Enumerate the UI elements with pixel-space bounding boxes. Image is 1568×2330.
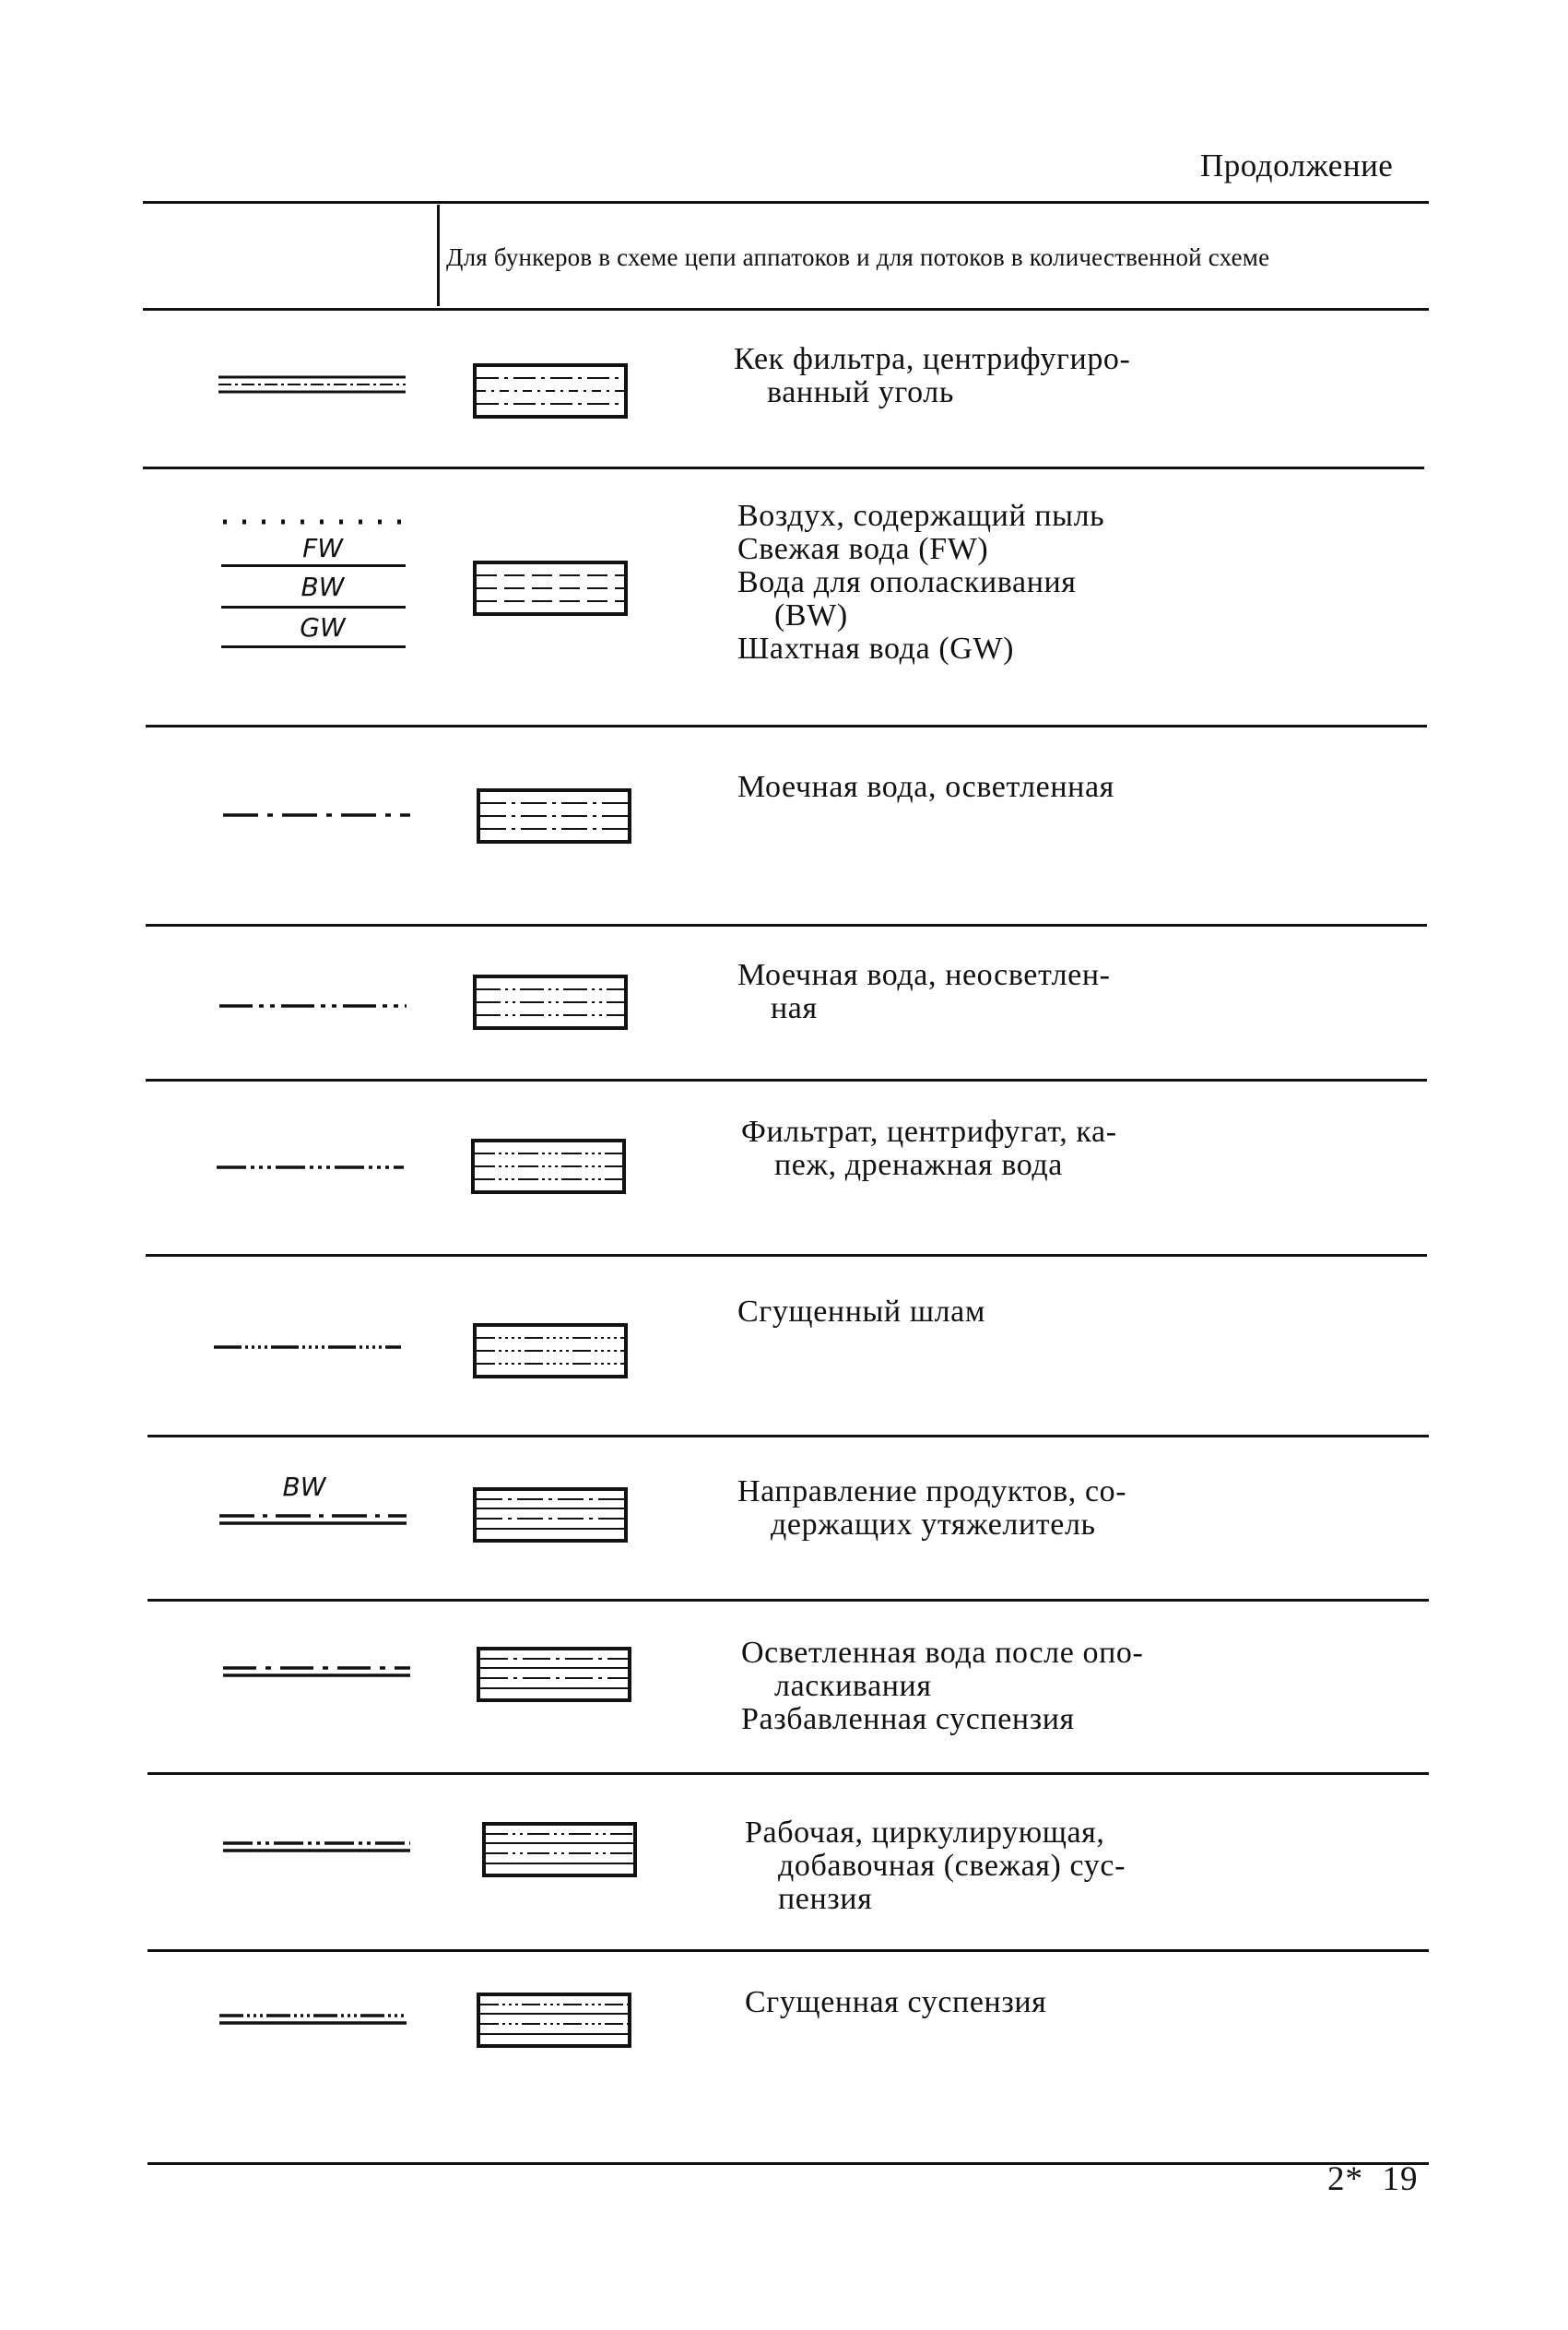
line-symbol-clarified-rinse-water [221, 1664, 415, 1681]
bunker-symbol-clarified-wash-water [476, 787, 637, 847]
row-6-description: Сгущенный шлам [737, 1295, 985, 1329]
row-3-description: Моечная вода, осветленная [737, 770, 1114, 804]
code-label-gw: GW [300, 612, 346, 643]
line-symbol-unclarified-wash-water [218, 1000, 411, 1013]
line-symbol-thickened-sludge [212, 1342, 406, 1354]
row-3-rule [146, 924, 1427, 927]
line-symbol-mine-water [221, 645, 406, 648]
column-divider [437, 205, 440, 306]
row-8-description: Осветленная вода после опо- ласкивания Разбавленная суспензия [741, 1636, 1144, 1736]
row-1-rule [143, 467, 1424, 469]
row-2-description: Воздух, содержащий пыль Свежая вода (FW) Вода для ополаскивания (BW) Шахтная вода (GW) [737, 499, 1105, 666]
bunker-symbol-working-suspension [481, 1821, 643, 1881]
bunker-symbol-filter-cake [472, 362, 633, 422]
line-symbol-working-suspension [221, 1839, 415, 1856]
bunker-symbol-thickened-suspension [476, 1992, 637, 2052]
row-8-rule [147, 1772, 1429, 1775]
row-10-description: Сгущенная суспензия [745, 1985, 1047, 2019]
line-symbol-dusty-air [221, 516, 415, 529]
row-5-description: Фильтрат, центрифугат, ка- пеж, дренажная вода [741, 1115, 1117, 1182]
code-label-bw: BW [301, 572, 345, 602]
footer-rule [147, 2162, 1429, 2165]
row-6-rule [147, 1435, 1429, 1437]
bunker-symbol-unclarified-wash-water [472, 974, 633, 1034]
row-1-description: Кек фильтра, центрифугиро- ванный уголь [734, 342, 1131, 409]
row-7-description: Направление продуктов, со- держащих утяжелитель [737, 1474, 1127, 1542]
code-label-fw: FW [302, 533, 343, 563]
row-4-description: Моечная вода, неосветлен- ная [737, 958, 1111, 1025]
bunker-symbol-thickened-sludge [472, 1322, 633, 1382]
line-symbol-fresh-water [221, 564, 406, 567]
page-number: 2* 19 [1327, 2160, 1419, 2198]
line-symbol-thickened-suspension [218, 2012, 411, 2028]
continued-label: Продолжение [1200, 148, 1394, 183]
column-header-note: Для бункеров в схеме цепи аппатоков и для потоков в количественной схеме [446, 243, 1270, 271]
line-symbol-clarified-wash-water [221, 810, 415, 822]
header-rule [143, 308, 1429, 311]
bunker-symbol-weighting-agent [472, 1486, 633, 1546]
row-9-rule [147, 1949, 1429, 1952]
row-9-description: Рабочая, циркулирующая, добавочная (свежая) сус- пензия [745, 1816, 1126, 1916]
line-symbol-filtrate [215, 1162, 408, 1175]
bunker-symbol-clarified-rinse-water [476, 1646, 637, 1706]
row-7-rule [147, 1599, 1429, 1602]
line-symbol-weighting-agent [218, 1512, 411, 1529]
row-5-rule [146, 1254, 1427, 1257]
line-symbol-rinse-water [221, 606, 406, 609]
row-2-rule [146, 725, 1427, 727]
bunker-symbol-filtrate [470, 1138, 631, 1198]
row-4-rule [146, 1079, 1427, 1082]
code-label-bw-weighting: BW [282, 1472, 326, 1502]
top-rule [143, 201, 1429, 204]
line-symbol-filter-cake [217, 373, 410, 401]
bunker-symbol-water [472, 560, 633, 620]
